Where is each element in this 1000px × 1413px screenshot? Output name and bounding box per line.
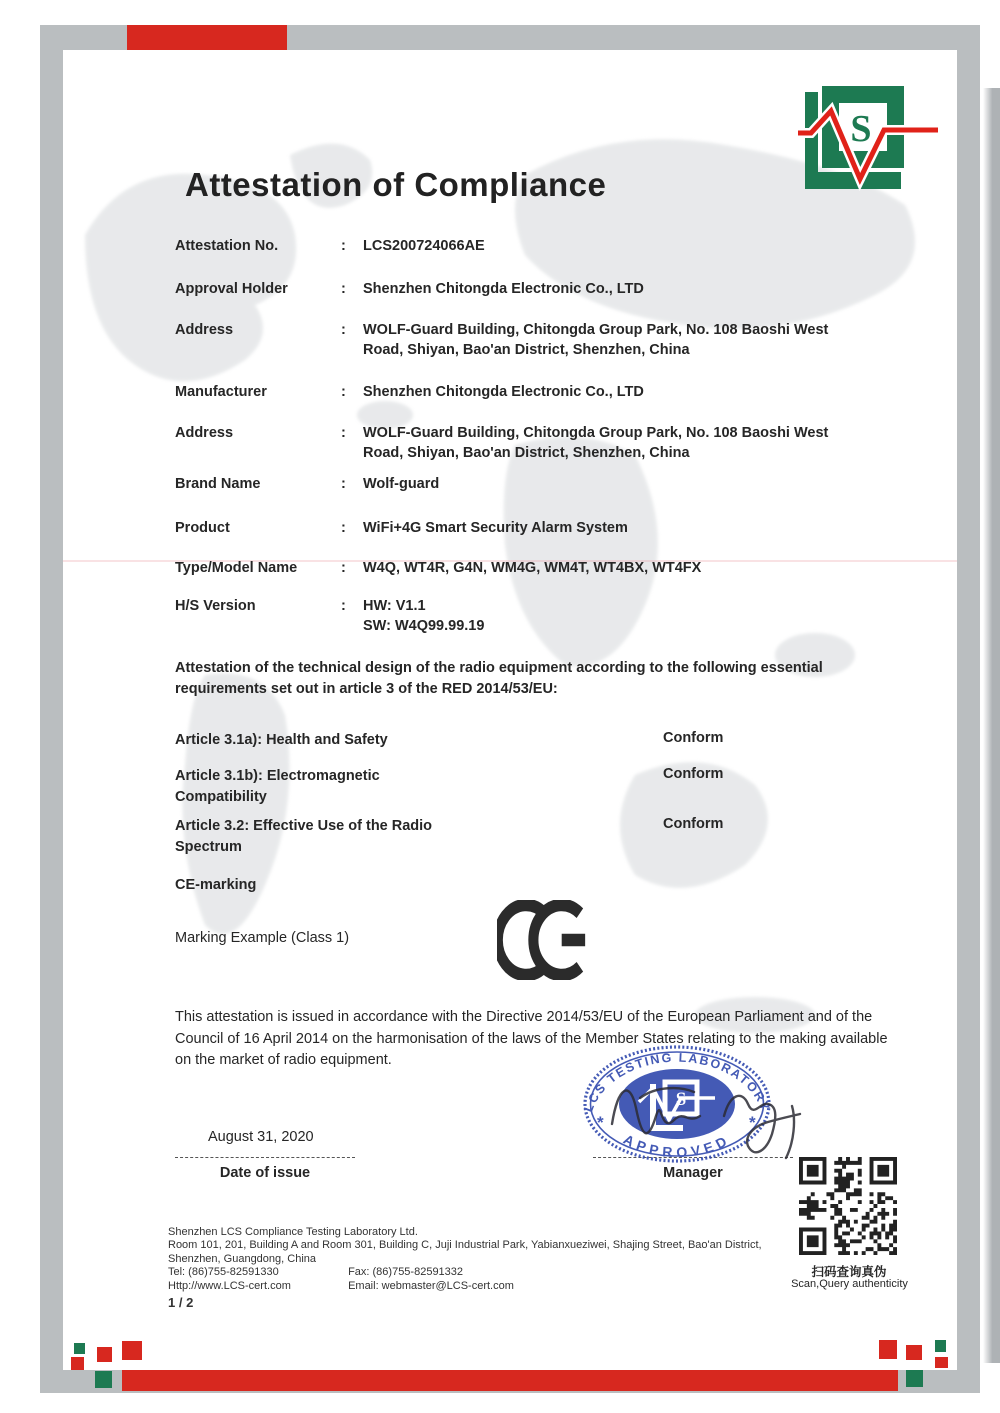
detail-value: Wolf-guard	[363, 476, 440, 492]
page-title: Attestation of Compliance	[185, 166, 607, 203]
detail-label: Address	[175, 425, 234, 441]
stamp-asterisk-right: *	[749, 1113, 756, 1132]
detail-value: Shenzhen Chitongda Electronic Co., LTD	[363, 281, 644, 297]
detail-label: Product	[175, 520, 230, 536]
detail-label: Approval Holder	[175, 281, 288, 297]
qr-code	[799, 1157, 897, 1255]
qr-caption-en: Scan,Query authenticity	[791, 1278, 908, 1290]
stamp-asterisk-left: *	[597, 1113, 604, 1132]
footer-web: Http://www.LCS-cert.com	[168, 1279, 291, 1292]
closing-paragraph: This attestation is issued in accordance with the Directive 2014/53/EU of the European Parliament and of the Council of 16 April 2014 on the harmonisation of the laws of the Member States relating to the making available on the market of radio equipment.	[175, 1009, 888, 1068]
lcs-logo-icon	[798, 84, 943, 199]
stamp-logo-letter: S	[675, 1089, 687, 1110]
article-label: Article 3.2: Effective Use of the Radio Spectrum	[175, 818, 433, 855]
colon-separator: :	[341, 598, 346, 614]
stamp-bottom-text: APPROVED	[620, 1130, 734, 1161]
sw-version: SW: W4Q99.99.19	[363, 618, 485, 634]
footer-city: Shenzhen, Guangdong, China	[168, 1252, 317, 1265]
detail-value	[363, 596, 851, 636]
detail-value: WOLF-Guard Building, Chitongda Group Park, No. 108 Baoshi West Road, Shiyan, Bao'an District, Shenzhen, China	[363, 425, 829, 461]
colon-separator: :	[341, 281, 346, 297]
colon-separator: :	[341, 520, 346, 536]
hw-version: HW: V1.1	[363, 598, 426, 614]
article-label: Article 3.1a): Health and Safety	[175, 732, 388, 748]
article-status: Conform	[663, 816, 724, 832]
qr-caption-zh: 扫码查询真伪	[811, 1265, 887, 1279]
detail-label: Attestation No.	[175, 238, 279, 254]
footer-tel: Tel: (86)755-82591330	[168, 1266, 279, 1279]
detail-value: WiFi+4G Smart Security Alarm System	[363, 520, 628, 536]
detail-label: Address	[175, 322, 234, 338]
page-number: 1 / 2	[168, 1295, 194, 1311]
detail-value: LCS200724066AE	[363, 238, 485, 254]
detail-label: Type/Model Name	[175, 560, 298, 576]
deco-square	[906, 1370, 923, 1387]
qr-box	[799, 1157, 899, 1257]
colon-separator: :	[341, 560, 346, 576]
footer-company: Shenzhen LCS Compliance Testing Laboratory Ltd.	[168, 1226, 418, 1238]
detail-label: Brand Name	[175, 476, 261, 492]
date-signature-line	[175, 1157, 355, 1158]
detail-value: W4Q, WT4R, G4N, WM4G, WM4T, WT4BX, WT4FX	[363, 560, 702, 576]
stamp-top-text: LCS TESTING LABORATORY	[581, 1050, 773, 1114]
handwritten-signature	[596, 1046, 816, 1174]
article-status: Conform	[663, 730, 724, 746]
logo-letter: S	[850, 108, 872, 150]
colon-separator: :	[341, 425, 346, 441]
footer-address: Room 101, 201, Building A and Room 301, Building C, Juji Industrial Park, Yabianxueziwei, Shajing Street, Bao'an District,	[168, 1239, 762, 1252]
detail-value: Shenzhen Chitongda Electronic Co., LTD	[363, 384, 644, 400]
footer-email: Email: webmaster@LCS-cert.com	[348, 1279, 514, 1292]
colon-separator: :	[341, 476, 346, 492]
deco-square	[95, 1371, 112, 1388]
colon-separator: :	[341, 384, 346, 400]
colon-separator: :	[341, 322, 346, 338]
ce-mark-icon	[497, 900, 590, 980]
article-status: Conform	[663, 766, 724, 782]
footer-fax: Fax: (86)755-82591332	[348, 1266, 464, 1279]
attestation-intro: Attestation of the technical design of the radio equipment according to the following essential requirements set out in article 3 of the RED 2014/53/EU:	[175, 660, 823, 697]
colon-separator: :	[341, 238, 346, 254]
article-label: Article 3.1b): Electromagnetic Compatibility	[175, 768, 380, 805]
marking-example-label: Marking Example (Class 1)	[175, 930, 350, 946]
detail-label: H/S Version	[175, 598, 256, 614]
detail-label: Manufacturer	[175, 384, 267, 400]
ce-marking-label: CE-marking	[175, 877, 257, 893]
date-of-issue-label: Date of issue	[219, 1165, 311, 1181]
manager-label: Manager	[663, 1165, 723, 1181]
detail-value: WOLF-Guard Building, Chitongda Group Park, No. 108 Baoshi West Road, Shiyan, Bao'an District, Shenzhen, China	[363, 322, 829, 358]
footer-block	[168, 1226, 858, 1309]
issue-date: August 31, 2020	[208, 1129, 314, 1145]
